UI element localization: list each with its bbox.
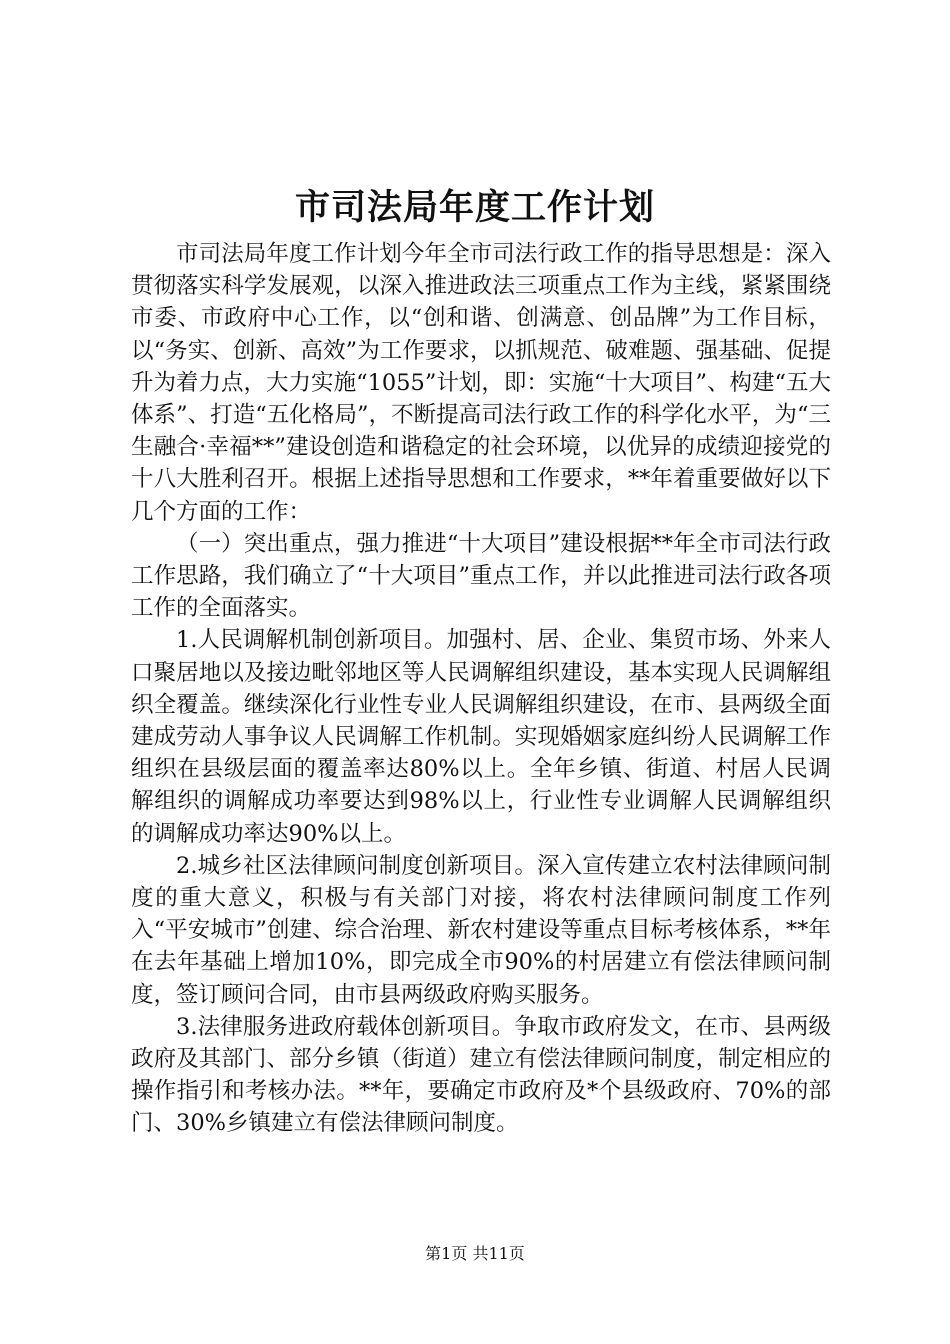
paragraph-section-one: （一）突出重点，强力推进“十大项目”建设根据**年全市司法行政工作思路，我们确立了“十大项目”重点工作，并以此推进司法行政各项工作的全面落实。 — [131, 530, 831, 622]
paragraph-intro: 市司法局年度工作计划今年全市司法行政工作的指导思想是：深入贯彻落实科学发展观，以深入推进政法三项重点工作为主线，紧紧围绕市委、市政府中心工作，以“创和谐、创满意、创品牌”为工作目标，以“务实、创新、高效”为工作要求，以抓规范、破难题、强基础、促提升为着力点，大力实施“1055”计划，即：实施“十大项目”、构建“五大体系”、打造“五化格局”，不断提高司法行政工作的科学化水平，为“三生融合·幸福**”建设创造和谐稳定的社会环境，以优异的成绩迎接党的十八大胜利召开。根据上述指导思想和工作要求，**年着重要做好以下几个方面的工作： — [131, 241, 831, 525]
document-title: 市司法局年度工作计划 — [294, 187, 655, 228]
paragraph-item-3: 3.法律服务进政府载体创新项目。争取市政府发文，在市、县两级政府及其部门、部分乡镇（街道）建立有偿法律顾问制度，制定相应的操作指引和考核办法。**年，要确定市政府及*个县级政府、70%的部门、30%乡镇建立有偿法律顾问制度。 — [131, 1013, 831, 1137]
paragraph-item-2: 2.城乡社区法律顾问制度创新项目。深入宣传建立农村法律顾问制度的重大意义，积极与有关部门对接，将农村法律顾问制度工作列入“平安城市”创建、综合治理、新农村建设等重点目标考核体系，**年在去年基础上增加10%，即完成全市90%的村居建立有偿法律顾问制度，签订顾问合同，由市县两级政府购买服务。 — [131, 852, 831, 1008]
page-footer: 第1页 共11页 — [425, 1244, 525, 1263]
document-body — [131, 238, 831, 1140]
paragraph-item-1: 1.人民调解机制创新项目。加强村、居、企业、集贸市场、外来人口聚居地以及接边毗邻地区等人民调解组织建设，基本实现人民调解组织全覆盖。继续深化行业性专业人民调解组织建设，在市、县两级全面建成劳动人事争议人民调解工作机制。实现婚姻家庭纠纷人民调解工作组织在县级层面的覆盖率达80%以上。全年乡镇、街道、村居人民调解组织的调解成功率要达到98%以上，行业性专业调解人民调解组织的调解成功率达90%以上。 — [131, 627, 831, 847]
